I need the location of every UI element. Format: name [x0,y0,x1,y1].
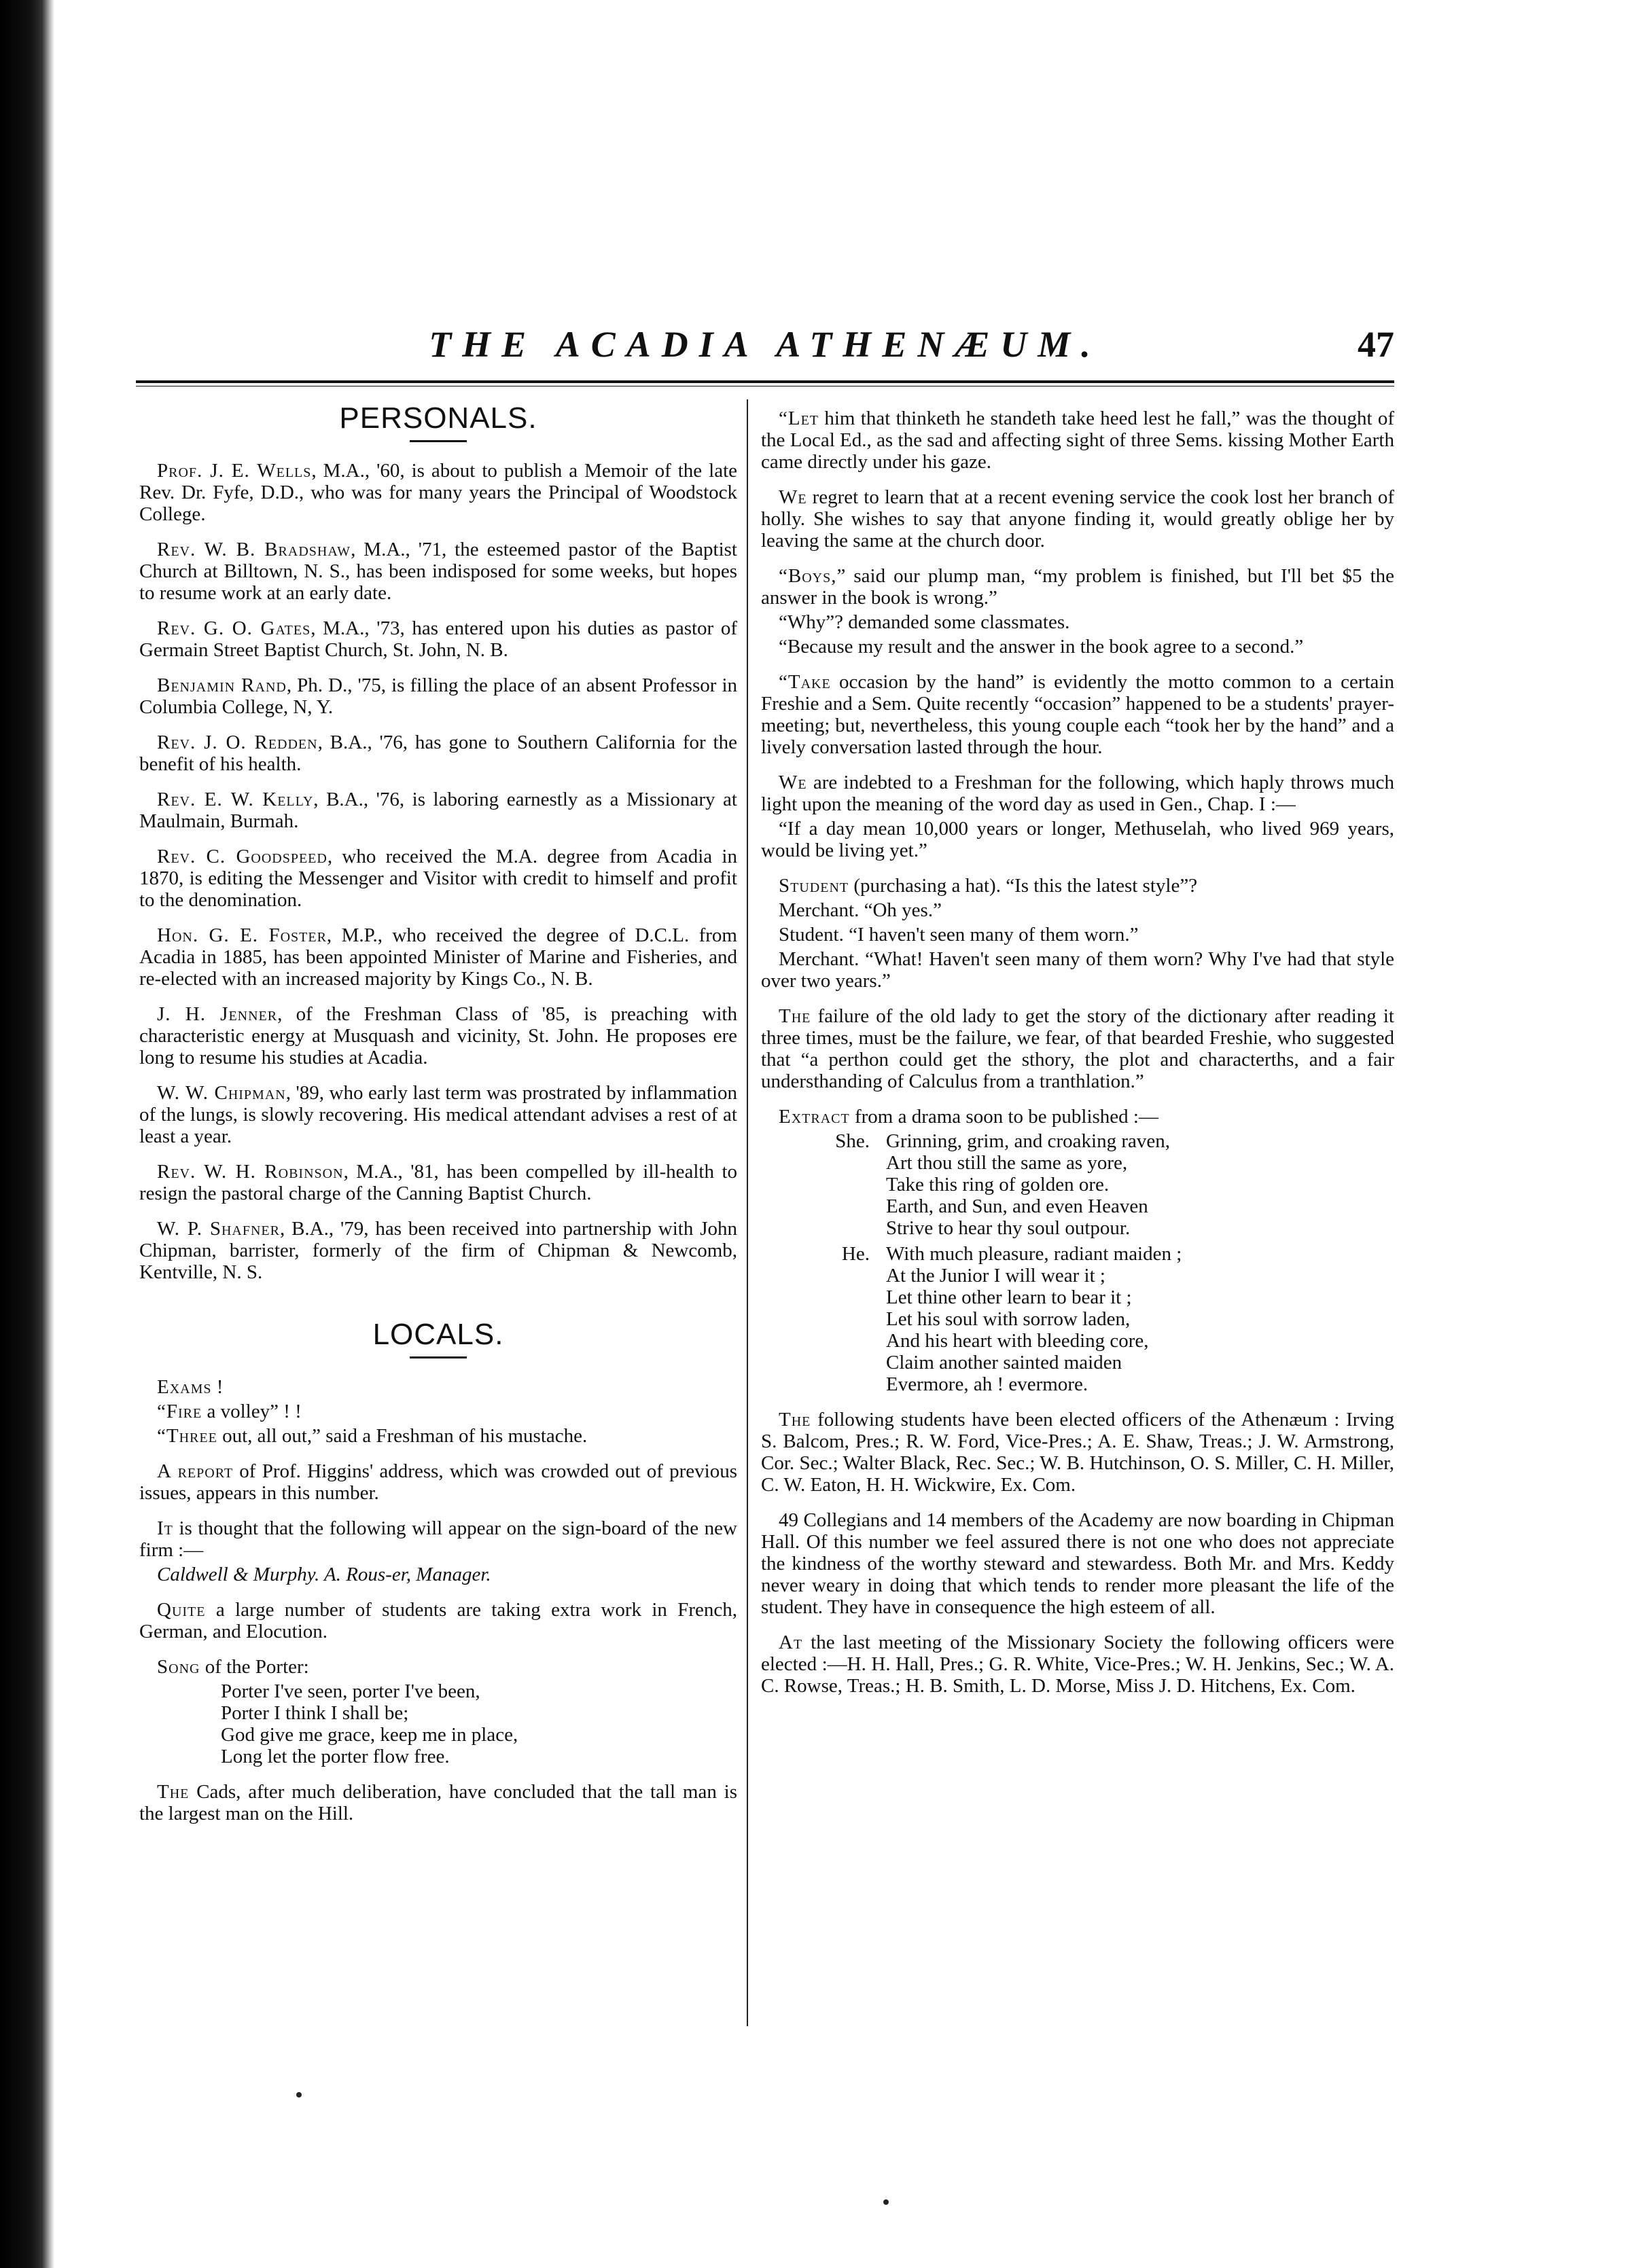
song-line: Long let the porter flow free. [221,1746,450,1767]
local-item: Extract from a drama soon to be published :— [779,1106,1158,1128]
local-item: “Let him that thinketh he standeth take heed lest he fall,” was the thought of the Local Ed., as the sad and affecting sight of three Sems. kissing Mother Earth came directly under his gaze. [761,408,1394,473]
personal-text: , '89, who early last term was prostrated by inflammation of the lungs, is slowly recovering. His medical attendant advises a rest of at least a year. [139,1082,737,1147]
heading-rule [410,440,467,442]
person-name: Rev. G. O. Gates [157,617,311,639]
personal-text: , B.A., '76, has gone to Southern California for the benefit of his health. [139,732,737,775]
personal-text: , M.P., who received the degree of D.C.L. from Acadia in 1885, has been appointed Minister of Marine and Fisheries, and re-elected with an increased majority by Kings Co., N. B. [139,924,737,990]
song-line: Porter I think I shall be; [221,1702,409,1724]
drama-verse [761,1243,1394,1395]
personal-item [139,539,737,604]
local-item: Quite a large number of students are taking extra work in French, German, and Elocution. [139,1599,737,1642]
person-name: Rev. E. W. Kelly [157,789,314,810]
dialogue-line: “Why”? demanded some classmates. [779,611,1070,633]
personals-list [139,460,737,1283]
personal-text: , B.A., '76, is laboring earnestly as a Missionary at Maulmain, Burmah. [139,789,737,832]
person-name: Rev. W. B. Bradshaw [157,539,351,560]
personal-item [139,674,737,718]
sign-board-text: Caldwell & Murphy. A. Rous-er, Manager. [157,1564,491,1585]
local-item: The following students have been elected officers of the Athenæum : Irving S. Balcom, Pres.; R. W. Ford, Vice-Pres.; A. E. Shaw, Treas.; J. W. Armstrong, Cor. Sec.; Walter Black, Rec. Sec.; W. B. Hutchinson, O. S. Miller, C. H. Miller, C. W. Eaton, H. H. Wickwire, Ex. Com. [761,1409,1394,1496]
personal-text: , M.A., '81, has been compelled by ill-health to resign the pastoral charge of the Canning Baptist Church. [139,1161,738,1204]
person-name: Rev. W. H. Robinson [157,1161,344,1183]
personal-item [139,617,737,661]
person-name: Hon. G. E. Foster [157,924,327,946]
local-item: “Fire a volley” ! ! [157,1401,302,1422]
heading-rule [410,1356,467,1358]
left-column [139,401,738,1838]
song-line: God give me grace, keep me in place, [221,1724,518,1746]
verse-line: Grinning, grim, and croaking raven, [886,1130,1170,1152]
personal-text: , M.A., '60, is about to publish a Memoir of the late Rev. Dr. Fyfe, D.D., who was for many years the Principal of Woodstock College. [139,460,737,525]
page-number: 47 [1358,324,1394,365]
dialogue-line: Student. “I haven't seen many of them worn.” [779,924,1139,946]
local-item: At the last meeting of the Missionary Society the following officers were elected :—H. H. Hall, Pres.; G. R. White, Vice-Pres.; W. H. Jenkins, Sec.; W. A. C. Rowse, Treas.; H. B. Smith, L. D. Morse, Miss J. D. Hitchens, Ex. Com. [761,1632,1394,1697]
personal-item [139,846,737,911]
verse-line: Take this ring of golden ore. [886,1174,1110,1195]
local-item: “Take occasion by the hand” is evidently the motto common to a certain Freshie and a Sem. Quite recently “occasion” happened to be a students' prayer-meeting; but, nevertheless, this young couple each “took her by the hand” and a lively conversation lasted through the hour. [761,671,1394,758]
personal-item [139,1161,737,1204]
verse-line: With much pleasure, radiant maiden ; [886,1243,1182,1265]
locals-heading: LOCALS. [372,1318,504,1351]
verse-line: Earth, and Sun, and even Heaven [886,1195,1148,1217]
person-name: Rev. J. O. Redden [157,732,318,753]
local-item: It is thought that the following will appear on the sign-board of the new firm :— [139,1517,737,1561]
personal-text: , M.A., '73, has entered upon his duties as pastor of Germain Street Baptist Church, St. John, N. B. [139,617,737,661]
verse-line: Claim another sainted maiden [886,1352,1122,1373]
personal-item [139,789,737,832]
local-item: We regret to learn that at a recent evening service the cook lost her branch of holly. She wishes to say that anyone finding it, would greatly oblige her by leaving the same at the church door. [761,486,1394,552]
local-item: Exams ! [157,1376,224,1398]
local-item: We are indebted to a Freshman for the following, which haply throws much light upon the meaning of the word day as used in Gen., Chap. I :— [761,772,1394,815]
drama-verse [761,1130,1394,1239]
person-name: J. H. Jenner [157,1003,278,1025]
print-speck [883,2199,889,2205]
column-divider [747,399,748,2026]
quote-line: “If a day mean 10,000 years or longer, Methuselah, who lived 969 years, would be living yet.” [761,818,1394,861]
local-item: Student (purchasing a hat). “Is this the latest style”? [779,875,1198,897]
print-speck [296,2092,302,2098]
person-name: Prof. J. E. Wells [157,460,312,482]
porter-song [221,1680,737,1767]
verse-line: Let thine other learn to bear it ; [886,1286,1132,1308]
journal-title: THE ACADIA ATHENÆUM. [429,324,1101,365]
header-rule [136,380,1394,386]
local-item: The Cads, after much deliberation, have concluded that the tall man is the largest man on the Hill. [139,1781,737,1824]
verse-line: At the Junior I will wear it ; [886,1265,1105,1286]
local-item: “Boys,” said our plump man, “my problem is finished, but I'll bet $5 the answer in the book is wrong.” [761,565,1394,609]
personal-text: , B.A., '79, has been received into partnership with John Chipman, barrister, formerly of the firm of Chipman & Newcomb, Kentville, N. S. [139,1218,737,1283]
personal-text: , Ph. D., '75, is filling the place of an absent Professor in Columbia College, N, Y. [139,674,737,718]
verse-line: And his heart with bleeding core, [886,1330,1149,1352]
person-name: Rev. C. Goodspeed [157,846,327,867]
person-name: W. W. Chipman [157,1082,286,1104]
personals-heading: PERSONALS. [339,401,537,435]
local-item: A report of Prof. Higgins' address, which was crowded out of previous issues, appears in this number. [139,1460,737,1504]
personal-text: , who received the M.A. degree from Acadia in 1870, is editing the Messenger and Visitor with credit to himself and profit to the denomination. [139,846,737,911]
personal-text: , M.A., '71, the esteemed pastor of the Baptist Church at Billtown, N. S., has been indisposed for some weeks, but hopes to resume work at an early date. [139,539,737,604]
dialogue-line: Merchant. “What! Haven't seen many of them worn? Why I've had that style over two years.” [761,948,1394,992]
verse-line: Let his soul with sorrow laden, [886,1308,1131,1330]
song-line: Porter I've seen, porter I've been, [221,1680,480,1702]
speaker-label: She. [835,1130,870,1152]
local-item: 49 Collegians and 14 members of the Academy are now boarding in Chipman Hall. Of this number we feel assured there is not one who does not appreciate the kindness of the worthy steward and stewardess. Both Mr. and Mrs. Keddy never weary in doing that which tends to render more pleasant the life of the student. They have in consequence the high esteem of all. [761,1509,1394,1618]
speaker-label: He. [841,1243,870,1265]
personal-item [139,732,737,775]
right-column [761,408,1394,1710]
person-name: Benjamin Rand [157,674,287,696]
verse-line: Evermore, ah ! evermore. [886,1373,1088,1395]
personal-item [139,1082,737,1147]
personal-item [139,1218,737,1283]
local-item: The failure of the old lady to get the story of the dictionary after reading it three times, must be the failure, we fear, of that bearded Freshie, who suggested that “a perthon could get the sthory, the plot and characterths, and a fair understhanding of Calculus from a tranthlation.” [761,1005,1394,1092]
page-binding-shadow [0,0,54,2268]
personal-item [139,460,737,525]
personal-item [139,924,737,990]
local-item: Song of the Porter: [157,1656,309,1678]
personal-item [139,1003,737,1068]
page-header [136,323,1394,371]
dialogue-line: Merchant. “Oh yes.” [779,899,942,921]
personal-text: , of the Freshman Class of '85, is preaching with characteristic energy at Musquash and vicinity, St. John. He proposes ere long to resume his studies at Acadia. [139,1003,737,1068]
local-item: “Three out, all out,” said a Freshman of his mustache. [157,1425,588,1447]
dialogue-line: “Because my result and the answer in the book agree to a second.” [779,636,1304,658]
person-name: W. P. Shafner [157,1218,280,1240]
verse-line: Strive to hear thy soul outpour. [886,1217,1131,1239]
verse-line: Art thou still the same as yore, [886,1152,1128,1174]
